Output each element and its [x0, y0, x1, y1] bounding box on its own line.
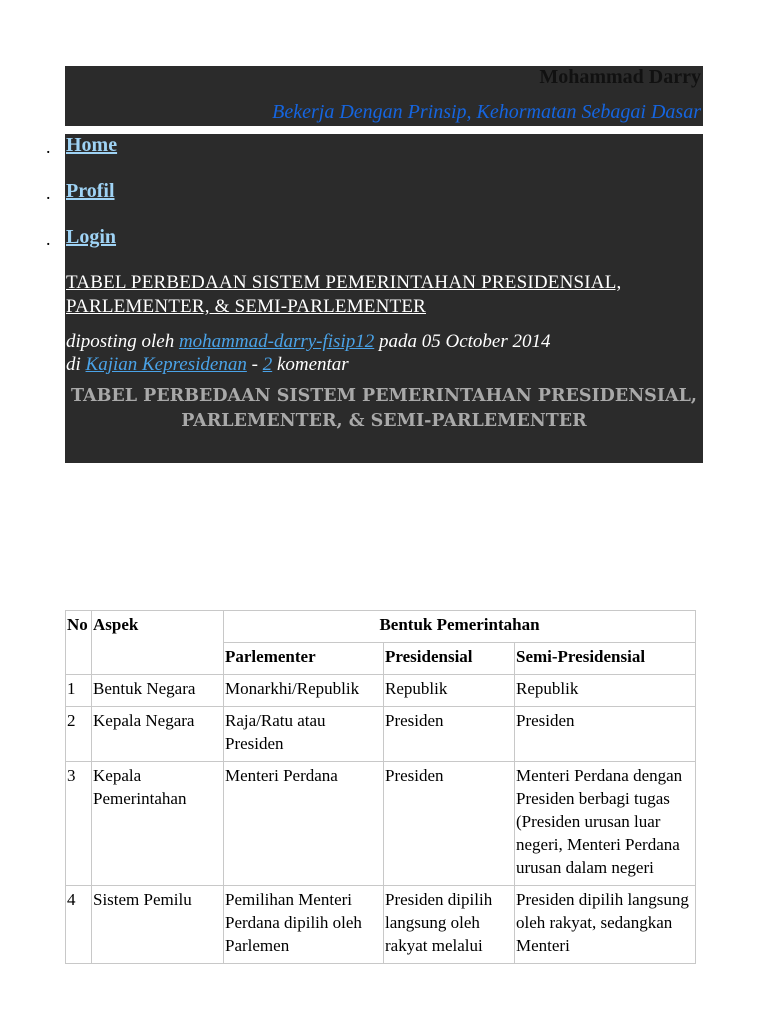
header-parlementer: Parlementer [224, 643, 384, 675]
cell-aspek: Kepala Pemerintahan [92, 762, 224, 886]
cell-presidensial: Presiden [384, 707, 515, 762]
table-row [66, 675, 696, 707]
cell-no: 4 [66, 886, 92, 964]
nav-link-home[interactable]: Home [66, 134, 118, 156]
cell-semi-presidensial: Republik [515, 675, 696, 707]
bullet-icon: . [46, 137, 51, 157]
cell-no: 1 [66, 675, 92, 707]
cell-aspek: Bentuk Negara [92, 675, 224, 707]
cell-no: 2 [66, 707, 92, 762]
post-meta [66, 330, 696, 376]
comment-label: komentar [276, 354, 349, 375]
table-row [66, 762, 696, 886]
posted-by-label: diposting oleh [66, 331, 175, 352]
table-header-row [66, 611, 696, 643]
cell-aspek: Sistem Pemilu [92, 886, 224, 964]
site-tagline: Bekerja Dengan Prinsip, Kehormatan Sebagai Dasar [272, 101, 701, 123]
date-prefix: pada [378, 331, 417, 352]
table-row [66, 707, 696, 762]
cell-no: 3 [66, 762, 92, 886]
cell-parlementer: Raja/Ratu atau Presiden [224, 707, 384, 762]
cell-presidensial: Republik [384, 675, 515, 707]
bullet-icon: . [46, 183, 51, 203]
cell-semi-presidensial: Menteri Perdana dengan Presiden berbagi tugas (Presiden urusan luar negeri, Menteri Perdana urusan dalam negeri [515, 762, 696, 886]
bullet-icon: . [46, 229, 51, 249]
author-link[interactable]: mohammad-darry-fisip12 [178, 331, 375, 352]
cell-parlementer: Pemilihan Menteri Perdana dipilih oleh Parlemen [224, 886, 384, 964]
post-meta-line-1 [66, 330, 696, 353]
table-row [66, 886, 696, 964]
header-semi-presidensial: Semi-Presidensial [515, 643, 696, 675]
cell-parlementer: Monarkhi/Republik [224, 675, 384, 707]
header-no: No [66, 611, 92, 675]
header-presidensial: Presidensial [384, 643, 515, 675]
cell-semi-presidensial: Presiden dipilih langsung oleh rakyat, sedangkan Menteri [515, 886, 696, 964]
site-title[interactable]: Mohammad Darry [539, 66, 701, 88]
nav-link-login[interactable]: Login [66, 226, 117, 248]
post-title[interactable]: TABEL PERBEDAAN SISTEM PEMERINTAHAN PRESIDENSIAL, PARLEMENTER, & SEMI-PARLEMENTER [66, 272, 622, 317]
nav-link-profil[interactable]: Profil [66, 180, 115, 202]
header-aspek: Aspek [92, 611, 224, 675]
comment-count-link[interactable]: 2 [262, 354, 273, 375]
header-bentuk-pemerintahan: Bentuk Pemerintahan [224, 611, 696, 643]
comparison-table [65, 610, 696, 964]
cell-presidensial: Presiden [384, 762, 515, 886]
post-date: 05 October 2014 [421, 331, 551, 352]
meta-separator: - [251, 354, 258, 375]
category-link[interactable]: Kajian Kepresidenan [85, 354, 247, 375]
cell-parlementer: Menteri Perdana [224, 762, 384, 886]
category-prefix: di [66, 354, 81, 375]
site-header [65, 66, 703, 126]
article-heading: TABEL PERBEDAAN SISTEM PEMERINTAHAN PRESIDENSIAL, PARLEMENTER, & SEMI-PARLEMENTER [70, 386, 697, 431]
cell-presidensial: Presiden dipilih langsung oleh rakyat melalui [384, 886, 515, 964]
post-meta-line-2 [66, 353, 696, 376]
cell-semi-presidensial: Presiden [515, 707, 696, 762]
content-band [46, 134, 703, 463]
cell-aspek: Kepala Negara [92, 707, 224, 762]
